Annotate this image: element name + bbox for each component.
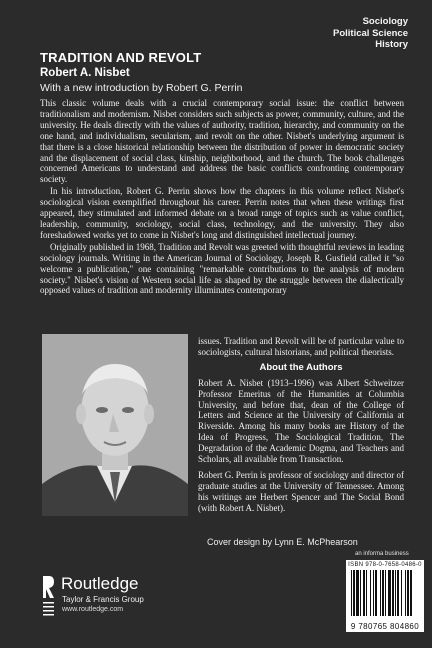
publisher-logo xyxy=(40,574,190,622)
barcode-bars xyxy=(350,570,420,616)
nisbet-bio: Robert A. Nisbet (1913–1996) was Albert Schweitzer Professor Emeritus of the Humanities at Columbia University, and before that, dean of the College of Letters and Science at the University of California at Riverside. Among his many books are History of the Idea of Progress, The Sociological Tradition, The Degradation of the Academic Dogma, and Teachers and Scholars, all available from Transaction. xyxy=(198,377,404,465)
publisher-group: Taylor & Francis Group xyxy=(62,595,144,604)
publisher-name: Routledge xyxy=(61,574,139,593)
isbn-barcode xyxy=(346,560,424,632)
description-paragraph: Originally published in 1968, Tradition and Revolt was greeted with thoughtful reviews in leading sociology journals. Writing in the American Journal of Sociology, Joseph R. Gusfield called it "so welcome a publication," one containing "remarkable contributions to the analysis of modern society." Nisbet's vision of Western social life as shaped by the struggle between the dialectically opposed values of tradition and modernity illuminates contemporary xyxy=(40,241,404,296)
author-name: Robert A. Nisbet xyxy=(40,67,130,79)
introduction-credit: With a new introduction by Robert G. Perrin xyxy=(40,82,243,94)
informa-tagline: an informa business xyxy=(355,551,409,557)
author-portrait-image xyxy=(42,334,188,516)
book-title: TRADITION AND REVOLT xyxy=(40,50,202,65)
ean-digits: 9 780765 804860 xyxy=(350,622,420,631)
subject-categories xyxy=(333,16,408,51)
author-photo xyxy=(42,334,188,516)
description-paragraph: In his introduction, Robert G. Perrin shows how the chapters in this volume reflect Nisbet's sociological vision exemplified throughout his career. Perrin notes that when these writings first appeared, they stimulated and informed debate on a broad range of topics such as value conflict, leadership, community, sociology, social class, technology, and the university. They also foreshadowed works yet to come in Nisbet's long and distinguished intellectual journey. xyxy=(40,186,404,240)
subject-line: History xyxy=(375,39,408,50)
perrin-bio: Robert G. Perrin is professor of sociology and director of graduate studies at the University of Tennessee. Among his writings are Herbert Spencer and The Social Bond (with Robert A. Nisbet). xyxy=(198,469,404,513)
isbn-number: ISBN 978-0-7658-0486-0 xyxy=(348,562,422,568)
description-paragraph: This classic volume deals with a crucial contemporary social issue: the conflict between traditionalism and modernism. Nisbet considers such subjects as power, community, culture, and the university. He deals directly with the values of authority, tradition, hierarchy, and community on the one hand, and individualism, secularism, and revolt on the other. Nisbet's underlying argument is that there is a close historical relationship between the distribution of power in democratic society and the displacement of social class, kinship, neighborhood, and the church. The book challenges concerned Americans to understand and address the basic conflicts confronting contemporary society. xyxy=(40,98,404,185)
authors-column xyxy=(198,336,404,519)
subject-line: Political Science xyxy=(333,27,408,39)
description-paragraph-continued: issues. Tradition and Revolt will be of particular value to sociologists, cultural historians, and political theorists. xyxy=(198,336,404,357)
cover-design-credit: Cover design by Lynn E. McPhearson xyxy=(207,537,358,547)
description-text xyxy=(40,98,404,297)
routledge-logo-icon xyxy=(40,574,56,618)
publisher-url: www.routledge.com xyxy=(62,606,124,613)
about-authors-heading: About the Authors xyxy=(259,361,343,373)
subject-line: Sociology xyxy=(362,16,408,27)
